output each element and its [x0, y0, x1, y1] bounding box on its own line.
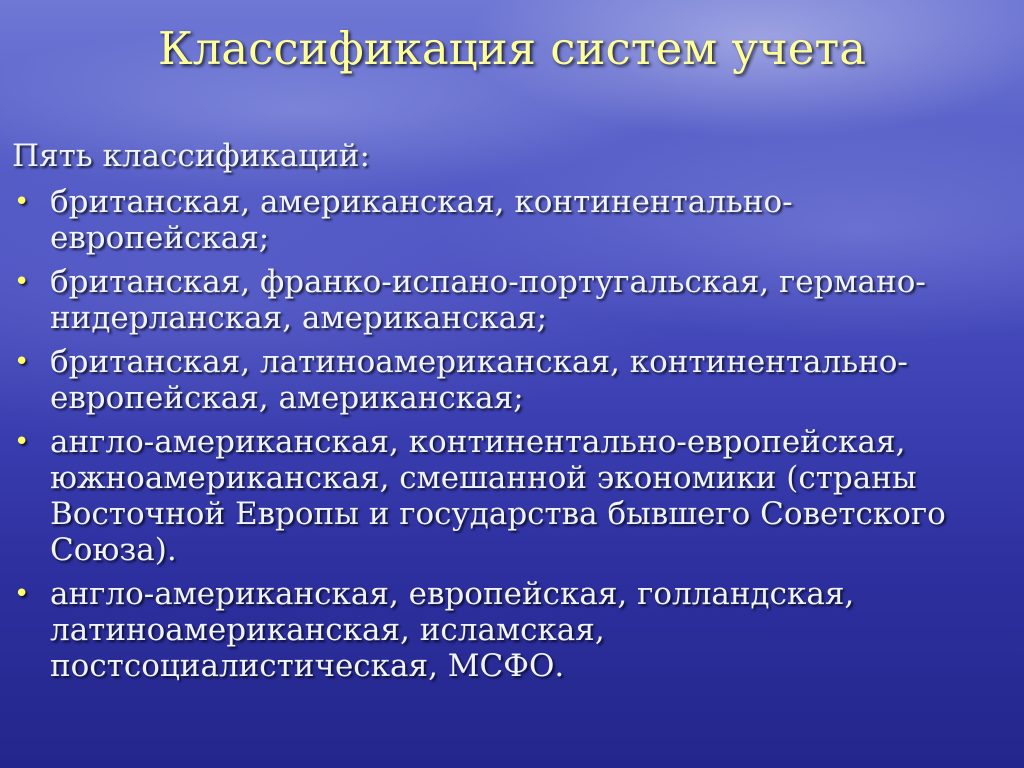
list-item: [12, 344, 1002, 416]
list-item-text: британская, франко-испано-португальская, германо-нидерланская, американская;: [50, 264, 926, 336]
bullet-icon: •: [14, 187, 30, 217]
list-item: [12, 264, 1002, 336]
slide-title: Классификация систем учета: [157, 22, 867, 75]
bullet-icon: •: [14, 427, 30, 457]
list-item: [12, 424, 1002, 568]
list-item-text: англо-американская, европейская, голландская, латиноамериканская, исламская, постсоциалистическая, МСФО.: [50, 576, 855, 684]
list-item: [12, 576, 1002, 684]
slide-content: [12, 138, 1002, 692]
bullet-icon: •: [14, 347, 30, 377]
bullet-icon: •: [14, 579, 30, 609]
list-item: [12, 184, 1002, 256]
list-item-text: британская, американская, континентально-европейская;: [50, 184, 793, 256]
bullet-list: [12, 184, 1002, 684]
list-item-text: англо-американская, континентально-европейская, южноамериканская, смешанной экономики (страны Восточной Европы и государства бывшего Советского Союза).: [50, 424, 946, 568]
intro-text: Пять классификаций:: [12, 138, 370, 174]
bullet-icon: •: [14, 267, 30, 297]
list-item-text: британская, латиноамериканская, континентально-европейская, американская;: [50, 344, 908, 416]
